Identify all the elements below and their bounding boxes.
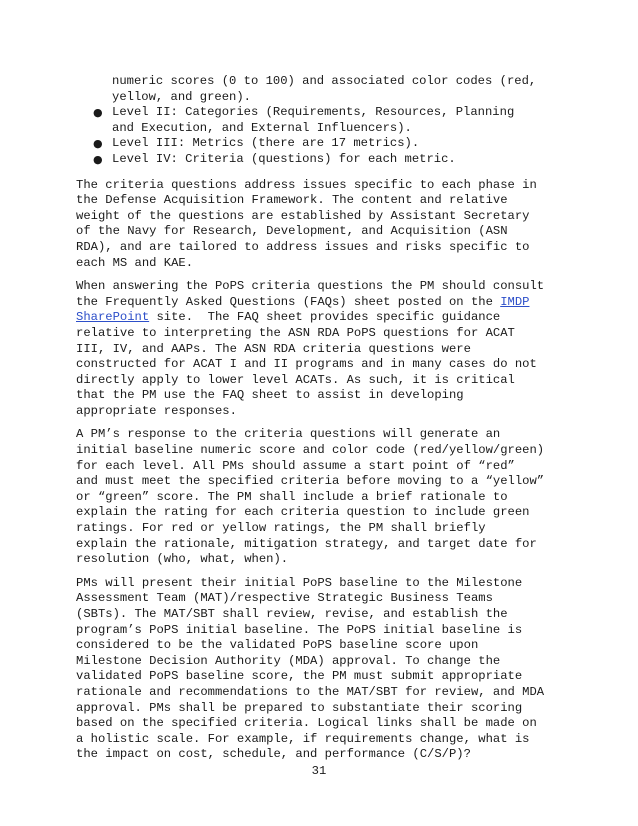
text-line	[76, 310, 576, 326]
text-line: The criteria questions address issues specific to each phase in	[76, 177, 537, 192]
bullet-item-level-2	[76, 105, 576, 136]
bullet-icon: ●	[93, 106, 103, 120]
imdp-sharepoint-link[interactable]: IMDP	[500, 294, 530, 309]
page-number: 31	[311, 764, 327, 778]
text-line: considered to be the validated PoPS baseline score upon	[76, 638, 479, 653]
text-line: ratings. For red or yellow ratings, the PM shall briefly	[76, 521, 486, 536]
text-line: based on the specified criteria. Logical links shall be made on	[76, 716, 537, 731]
imdp-sharepoint-link[interactable]: SharePoint	[76, 310, 150, 325]
text-line: resolution (who, what, when).	[76, 552, 289, 567]
text-line: III, IV, and AAPs. The ASN RDA criteria questions were	[76, 341, 471, 356]
bullet-icon: ●	[93, 152, 103, 166]
text-line: initial baseline numeric score and color code (red/yellow/green)	[76, 443, 545, 458]
text-line: numeric scores (0 to 100) and associated color codes (red,	[112, 74, 537, 88]
paragraph-pm-response	[76, 427, 576, 567]
text-line: of the Navy for Research, Development, and Acquisition (ASN	[76, 224, 508, 239]
text-line: Milestone Decision Authority (MDA) approval. To change the	[76, 653, 501, 668]
text-line: that the PM use the FAQ sheet to assist in developing	[76, 388, 464, 403]
text-line: constructed for ACAT I and II programs and in many cases do not	[76, 357, 537, 372]
text-line: validated PoPS baseline score, the PM must submit appropriate	[76, 669, 523, 684]
text-line: (SBTs). The MAT/SBT shall review, revise, and establish the	[76, 607, 508, 621]
text-line: Level III: Metrics (there are 17 metrics).	[112, 136, 420, 151]
text-line: rationale and recommendations to the MAT/SBT for review, and MDA	[76, 684, 545, 699]
text-line: When answering the PoPS criteria questions the PM should consult	[76, 279, 545, 294]
text-line: approval. PMs shall be prepared to substantiate their scoring	[76, 700, 523, 715]
paragraph-faq-guidance	[76, 279, 576, 419]
text-fragment: the Frequently Asked Questions (FAQs) sheet posted on the	[76, 294, 501, 309]
text-line: for each level. All PMs should assume a start point of “red”	[76, 458, 515, 473]
text-line: PMs will present their initial PoPS baseline to the Milestone	[76, 575, 523, 590]
text-line: appropriate responses.	[76, 403, 237, 418]
text-line: yellow, and green).	[112, 89, 251, 104]
text-line: or “green” score. The PM shall include a brief rationale to	[76, 489, 508, 504]
paragraph-criteria-questions	[76, 178, 576, 272]
text-fragment: site. The FAQ sheet provides specific guidance	[149, 310, 501, 325]
paragraph-baseline-presentation	[76, 576, 576, 763]
bullet-icon: ●	[93, 137, 103, 151]
page-content	[76, 74, 576, 763]
text-line: Level II: Categories (Requirements, Resources, Planning	[112, 105, 515, 120]
text-line: the impact on cost, schedule, and performance (C/S/P)?	[76, 747, 471, 762]
text-line: the Defense Acquisition Framework. The content and relative	[76, 193, 508, 208]
text-line: directly apply to lower level ACATs. As such, it is critical	[76, 372, 515, 387]
text-line: explain the rationale, mitigation strategy, and target date for	[76, 536, 537, 551]
bullet-continuation	[76, 74, 576, 105]
text-line: and must meet the specified criteria before moving to a “yellow”	[76, 474, 545, 489]
text-line: weight of the questions are established by Assistant Secretary	[76, 208, 530, 223]
text-line	[76, 295, 576, 311]
text-line: each MS and KAE.	[76, 255, 194, 270]
text-line: Assessment Team (MAT)/respective Strategic Business Teams	[76, 591, 493, 606]
level-bullet-list	[76, 105, 576, 167]
text-line: and Execution, and External Influencers).	[112, 120, 412, 135]
bullet-item-level-3	[76, 136, 576, 152]
bullet-item-level-4	[76, 152, 576, 168]
text-line: program’s PoPS initial baseline. The PoPS initial baseline is	[76, 622, 523, 637]
text-line: explain the rating for each criteria question to include green	[76, 505, 530, 520]
text-line: a holistic scale. For example, if requirements change, what is	[76, 731, 530, 746]
text-line: Level IV: Criteria (questions) for each metric.	[112, 151, 456, 166]
text-line: relative to interpreting the ASN RDA PoPS questions for ACAT	[76, 325, 515, 340]
text-line: RDA), and are tailored to address issues and risks specific to	[76, 239, 530, 254]
text-line: A PM’s response to the criteria questions will generate an	[76, 427, 501, 442]
